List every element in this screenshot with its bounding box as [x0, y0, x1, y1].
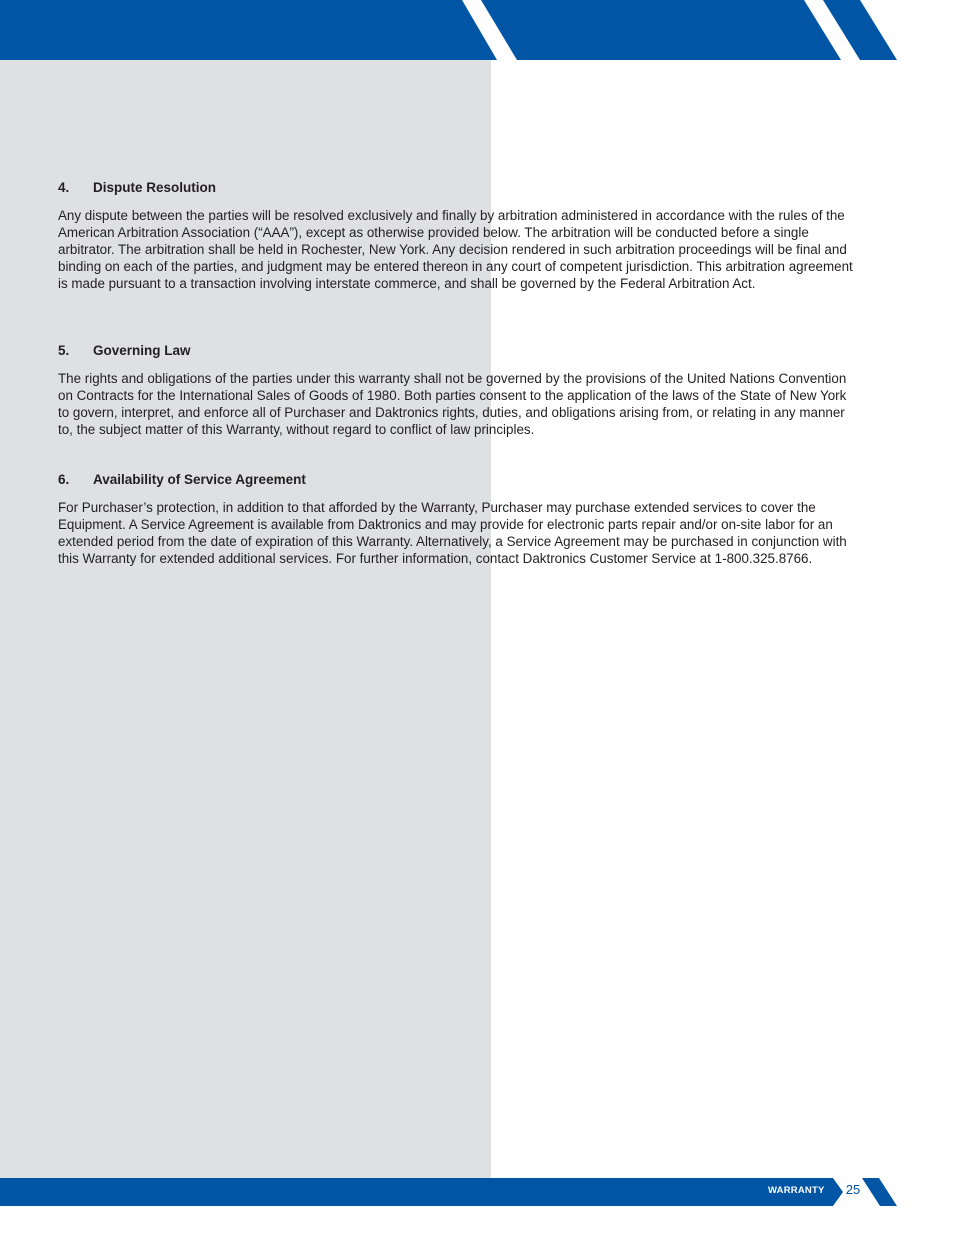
header-band — [0, 0, 954, 60]
section-body: For Purchaser’s protection, in addition to that afforded by the Warranty, Purchaser may purchase extended services to cover the Equipment. A Service Agreement is available from Daktronics and may provide for electronic parts repair and/or on-site labor for an extended period from the date of expiration of this Warranty. Alternatively, a Service Agreement may be purchased in conjunction with this Warranty for extended additional services. For further information, contact Daktronics Customer Service at 1-800.325.8766. — [58, 500, 847, 566]
section-service-agreement — [58, 471, 858, 567]
section-title: Governing Law — [93, 343, 191, 358]
section-heading — [58, 179, 858, 197]
page-number: 25 — [845, 1182, 861, 1197]
section-body: The rights and obligations of the parties under this warranty shall not be governed by the provisions of the United Nations Convention on Contracts for the International Sales of Goods of 1980. Both parties consent to the application of the laws of the State of New York to govern, interpret, and enforce all of Purchaser and Daktronics rights, duties, and obligations arising from, or relating in any manner to, the subject matter of this Warranty, without regard to conflict of law principles. — [58, 371, 847, 437]
section-heading — [58, 471, 858, 489]
section-heading — [58, 342, 858, 360]
section-body: Any dispute between the parties will be resolved exclusively and finally by arbitration administered in accordance with the rules of the American Arbitration Association (“AAA”), except as otherwise provided below. The arbitration will be conducted before a single arbitrator. The arbitration shall be held in Rochester, New York. Any decision rendered in such arbitration proceedings will be final and binding on each of the parties, and judgment may be entered thereon in any court of competent jurisdiction. This arbitration agreement is made pursuant to a transaction involving interstate commerce, and shall be governed by the Federal Arbitration Act. — [58, 208, 853, 291]
section-governing-law — [58, 342, 858, 438]
section-number: 5. — [58, 343, 70, 358]
section-title: Availability of Service Agreement — [93, 472, 306, 487]
section-number: 4. — [58, 180, 70, 195]
section-dispute-resolution — [58, 179, 858, 292]
section-title: Dispute Resolution — [93, 180, 217, 195]
footer-section-label: WARRANTY — [768, 1185, 825, 1196]
section-number: 6. — [58, 472, 70, 487]
